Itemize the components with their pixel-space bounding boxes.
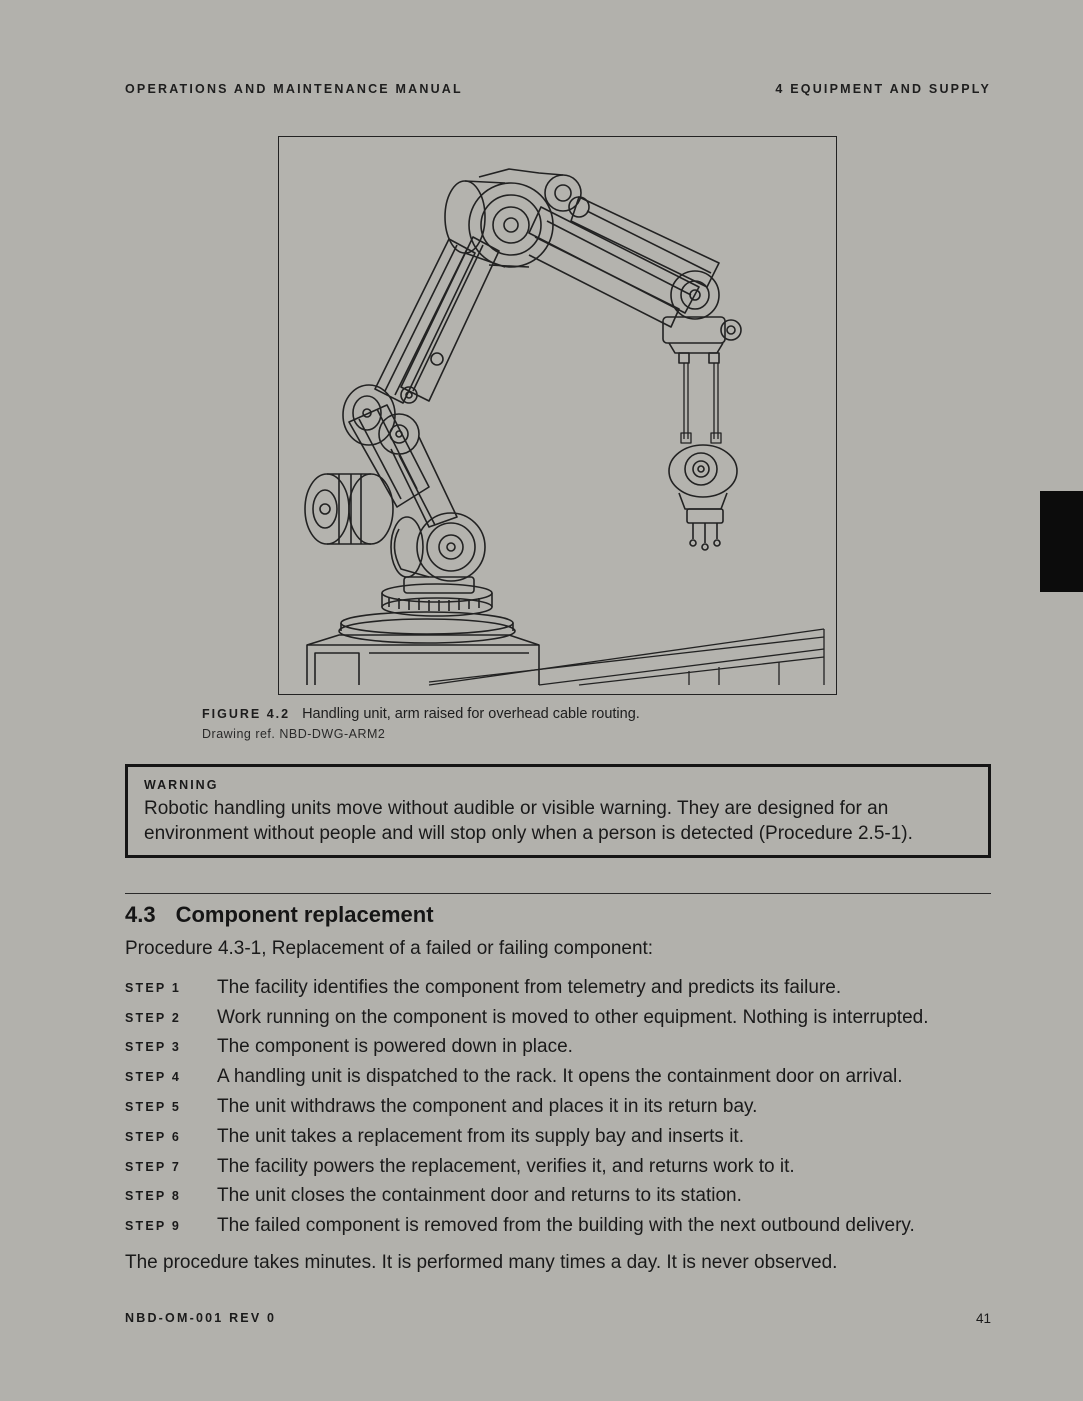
footer-document-id: NBD-OM-001 REV 0 — [125, 1311, 277, 1325]
section-heading — [125, 902, 434, 928]
section-number: 4.3 — [125, 902, 156, 927]
turntable — [339, 577, 515, 643]
step-text: The facility identifies the component from telemetry and predicts its failure. — [217, 976, 842, 998]
step-label: STEP 1 — [125, 980, 182, 995]
closing-paragraph: The procedure takes minutes. It is performed many times a day. It is never observed. — [125, 1252, 838, 1273]
section-title: Component replacement — [175, 902, 434, 927]
page-number: 41 — [975, 1311, 991, 1326]
step-label: STEP 6 — [125, 1129, 182, 1144]
step-text: The component is powered down in place. — [217, 1036, 573, 1058]
step-label: STEP 4 — [125, 1070, 182, 1085]
procedure-step — [125, 973, 929, 1003]
figure-caption-text: Handling unit, arm raised for overhead cable routing. — [302, 706, 640, 722]
step-label: STEP 2 — [125, 1010, 182, 1025]
figure-image-frame — [278, 136, 837, 695]
lower-arm — [349, 405, 457, 527]
figure-label: FIGURE 4.2 — [202, 707, 291, 721]
step-label: STEP 3 — [125, 1040, 182, 1055]
step-label: STEP 9 — [125, 1219, 182, 1234]
warning-title: WARNING — [144, 778, 219, 792]
procedure-step — [125, 1003, 929, 1033]
step-text: The unit withdraws the component and places it in its return bay. — [217, 1096, 758, 1118]
step-text: A handling unit is dispatched to the rack. It opens the containment door on arrival. — [217, 1066, 903, 1088]
gripper — [669, 445, 737, 550]
procedure-steps — [125, 973, 929, 1241]
step-text: The unit takes a replacement from its supply bay and inserts it. — [217, 1125, 744, 1147]
step-text: The failed component is removed from the building with the next outbound delivery. — [217, 1215, 915, 1237]
step-text: The facility powers the replacement, verifies it, and returns work to it. — [217, 1155, 795, 1177]
procedure-intro: Procedure 4.3-1, Replacement of a failed or failing component: — [125, 938, 654, 959]
step-label: STEP 8 — [125, 1189, 182, 1204]
procedure-step — [125, 1033, 929, 1063]
step-text: The unit closes the containment door and returns to its station. — [217, 1185, 742, 1207]
procedure-step — [125, 1211, 929, 1241]
figure-caption — [202, 706, 640, 722]
warning-box — [125, 764, 991, 858]
robotic-arm-illustration — [279, 137, 836, 694]
step-label: STEP 5 — [125, 1100, 182, 1115]
procedure-step — [125, 1122, 929, 1152]
rail — [429, 629, 824, 685]
section-divider — [125, 893, 991, 894]
shoulder-drum — [305, 474, 393, 544]
chapter-thumb-tab — [1040, 491, 1083, 592]
warning-body: Robotic handling units move without audible or visible warning. They are designed for an environment without people and will stop only when a person is detected (Procedure 2.5-1). — [144, 798, 913, 844]
procedure-step — [125, 1092, 929, 1122]
top-joint — [445, 169, 581, 267]
running-header-left: OPERATIONS AND MAINTENANCE MANUAL — [125, 82, 463, 96]
step-text: Work running on the component is moved to other equipment. Nothing is interrupted. — [217, 1006, 929, 1028]
step-label: STEP 7 — [125, 1159, 182, 1174]
running-header-right: 4 EQUIPMENT AND SUPPLY — [775, 82, 991, 96]
procedure-step — [125, 1182, 929, 1212]
hanging-cables — [681, 363, 721, 443]
procedure-step — [125, 1152, 929, 1182]
upper-arm — [375, 237, 499, 403]
drawing-reference: Drawing ref. NBD-DWG-ARM2 — [202, 727, 386, 741]
procedure-step — [125, 1062, 929, 1092]
